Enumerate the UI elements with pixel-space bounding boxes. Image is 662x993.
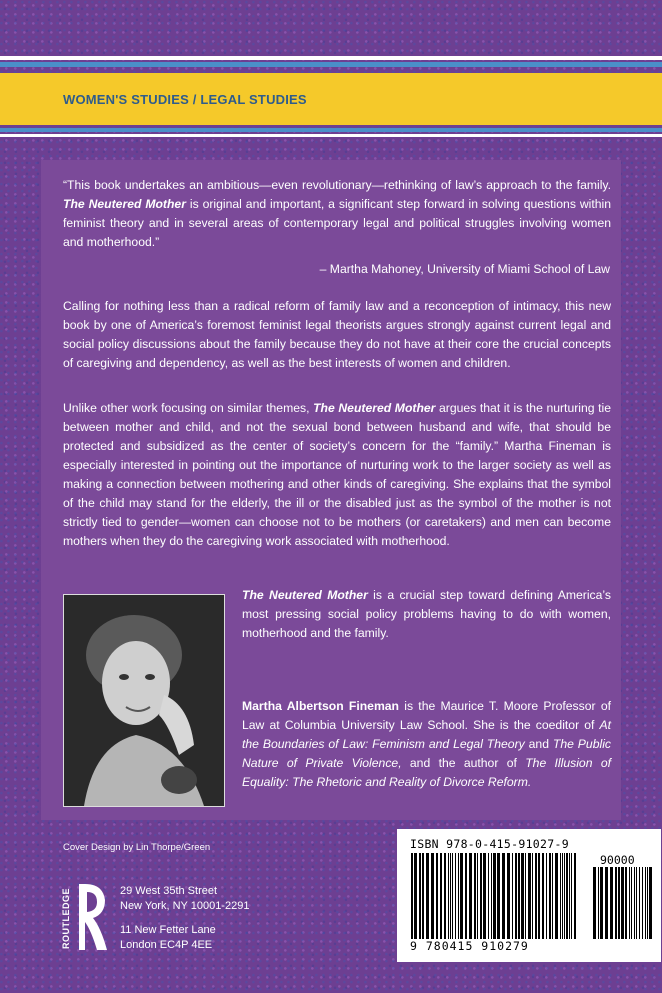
review-quote xyxy=(63,176,611,252)
cover-design-credit: Cover Design by Lin Thorpe/Green xyxy=(63,842,211,853)
quote-text-start: “This book undertakes an ambitious—even revolutionary—rethinking of law’s approach to the family. xyxy=(63,178,611,192)
price-code: 90000 xyxy=(600,853,635,867)
address2-line1: 11 New Fetter Lane xyxy=(120,924,216,936)
para2-text-end: argues that it is the nurturing tie between mother and child, and not the sexual bond between husband and wife, that should be protected and subsidized as the center of society’s concern for the “family.” Martha Fineman is especially interested in pointing out the importance of nurturing work to the larger society as well as making a connection between mothering and other kinds of caregiving. She explains that the symbol of the child may stand for the elderly, the ill or the disabled just as the symbol of the mother is not strictly tied to gender—women can choose not to be mothers (or caretakers) and men can become mothers when they do the caregiving work associated with motherhood. xyxy=(63,401,612,548)
category-banner xyxy=(0,73,662,125)
para3-book-title: The Neutered Mother xyxy=(242,588,368,602)
ean-number: 9 780415 910279 xyxy=(410,939,529,953)
para2-book-title: The Neutered Mother xyxy=(313,401,436,415)
quote-book-title: The Neutered Mother xyxy=(63,197,186,211)
author-bio xyxy=(242,697,611,792)
address-new-york xyxy=(120,884,249,914)
bio-book-3: The Illusion of Equality: The Rhetoric and Reality of Divorce Reform. xyxy=(242,756,611,789)
bottom-stripe-white xyxy=(0,134,662,137)
top-stripe-white xyxy=(0,56,662,60)
address1-line1: 29 West 35th Street xyxy=(120,885,218,897)
top-stripe-blue xyxy=(0,62,662,67)
isbn-label: ISBN 978-0-415-91027-9 xyxy=(410,837,569,851)
bio-book-2: The Public Nature of Private Violence, xyxy=(242,737,611,770)
para3-text: is a crucial step toward defining America’s most pressing social policy problems having to do with women, motherhood and the family. xyxy=(242,588,611,640)
quote-attribution: – Martha Mahoney, University of Miami School of Law xyxy=(319,262,610,276)
description-paragraph-3 xyxy=(242,586,611,643)
author-photo xyxy=(63,594,225,807)
bio-text-a: is the Maurice T. Moore Professor of Law at Columbia University Law School. She is the coeditor of xyxy=(242,699,611,732)
address1-line2: New York, NY 10001-2291 xyxy=(120,900,250,912)
address-london xyxy=(120,923,216,953)
para2-text-start: Unlike other work focusing on similar themes, xyxy=(63,401,314,415)
author-name: Martha Albertson Fineman xyxy=(242,699,399,713)
bio-text-b: and xyxy=(524,737,553,751)
bottom-stripe-blue xyxy=(0,128,662,132)
publisher-logo-text: ROUTLEDGE xyxy=(61,887,71,949)
address2-line2: London EC4P 4EE xyxy=(120,939,213,951)
category-label: WOMEN'S STUDIES / LEGAL STUDIES xyxy=(63,92,307,107)
quote-text-end: is original and important, a significant step forward in solving questions within feminist theory and in several areas of contemporary legal and political struggles involving women and motherhood.” xyxy=(63,197,611,249)
bio-book-1: At the Boundaries of Law: Feminism and Legal Theory xyxy=(242,718,611,751)
bio-text-c: and the author of xyxy=(401,756,526,770)
description-paragraph-1: Calling for nothing less than a radical reform of family law and a reconception of intimacy, this new book by one of America’s foremost feminist legal theorists argues strongly against current legal and social policy discussions about the family because they do not have at their core the crucial concepts of caregiving and dependency, as well as the best interests of women and children. xyxy=(63,299,611,370)
description-paragraph-2 xyxy=(63,399,611,551)
